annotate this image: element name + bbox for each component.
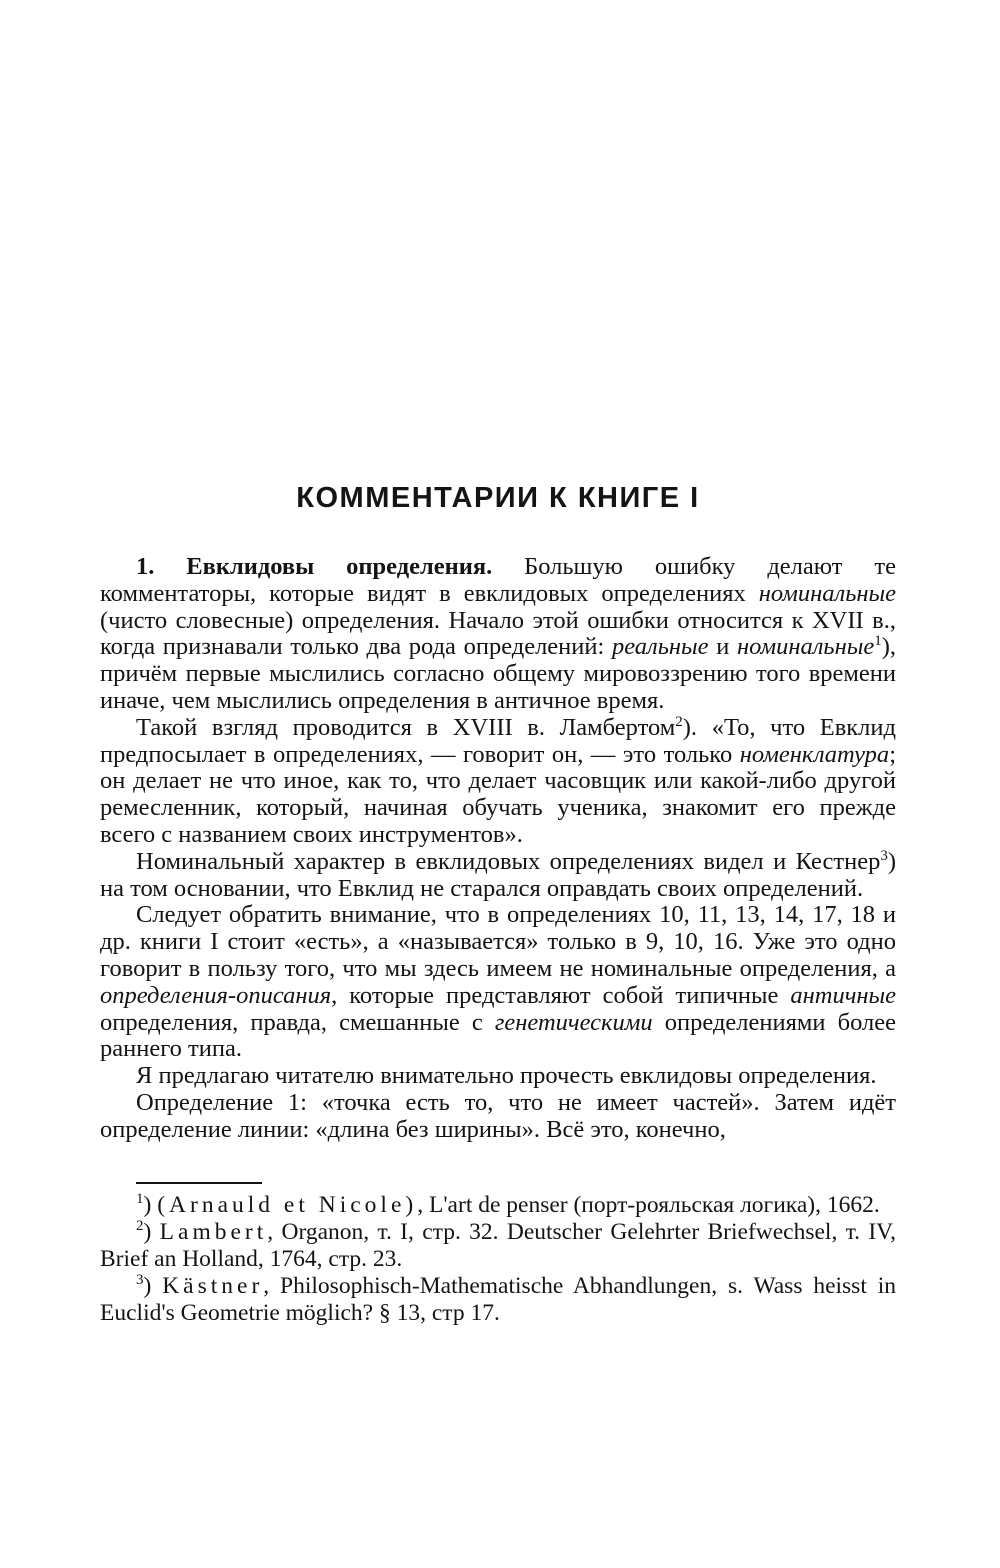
paragraph-2: Такой взгляд проводится в XVIII в. Ламбертом$^2$). «То, что Евклид предпосылает в определениях, — говорит он, — это только номенклатура; он делает не что иное, как то, что делает часовщик или какой-либо другой ремесленник, который, начиная обучать ученика, знакомит его прежде всего с названием своих инструментов».	[100, 713, 896, 848]
paragraph-4: Следует обратить внимание, что в определениях 10, 11, 13, 14, 17, 18 и др. книги I стоит «есть», а «называется» только в 9, 10, 16. Уже это одно говорит в пользу того, что мы здесь имеем не номинальные определения, а определения-описания, которые представляют собой типичные античные определения, правда, смешанные с генетическими определениями более раннего типа.	[100, 901, 896, 1063]
footnote-author: Kästner	[162, 1272, 264, 1299]
footnote-3: $^3$) Kästner, Philosophisch-Mathematische Abhandlungen, s. Wass heisst in Euclid's Geometrie möglich? § 13, стр 17.	[100, 1271, 897, 1326]
page-title: КОММЕНТАРИИ К КНИГЕ I	[296, 482, 700, 514]
section-heading: 1. Евклидовы определения.	[136, 553, 493, 580]
footnote-author: Lambert	[159, 1218, 268, 1245]
footnote-1: $^1$) (Arnauld et Nicole), L'art de penser (порт-рояльская логика), 1662.	[136, 1190, 880, 1218]
footnote-author: (Arnauld et Nicole)	[157, 1191, 418, 1218]
paragraph-5: Я предлагаю читателю внимательно прочесть евклидовы определения.	[136, 1062, 877, 1090]
footnote-mark: 2	[136, 1217, 144, 1234]
footnote-divider	[136, 1182, 262, 1184]
paragraph-3: Номинальный характер в евклидовых определениях видел и Кестнер$^3$) на том основании, что Евклид не старался оправдать своих определений.	[100, 847, 896, 902]
footnote-mark: 3	[136, 1271, 144, 1288]
footnote-mark: 1	[136, 1190, 144, 1207]
footnote-ref-1[interactable]: 1	[874, 633, 882, 650]
paragraph-6: Определение 1: «точка есть то, что не имеет частей». Затем идёт определение линии: «длина без ширины». Всё это, конечно,	[100, 1088, 896, 1143]
page-content	[100, 470, 896, 1327]
footnote-2: $^2$) Lambert, Organon, т. I, стр. 32. Deutscher Gelehrter Briefwechsel, т. IV, Brief an Holland, 1764, стр. 23.	[100, 1217, 897, 1272]
footnote-ref-2[interactable]: 2	[675, 713, 683, 730]
paragraph-1: 1. Евклидовы определения. Большую ошибку делают те комментаторы, которые видят в евклидовых определениях номинальные (чисто словесные) определения. Начало этой ошибки относится к XVII в., когда признавали только два рода определений: реальные и номинальные$^1$), причём первые мыслились согласно общему мировоззрению того времени иначе, чем мыслились определения в античное время.	[100, 553, 896, 714]
footnote-ref-3[interactable]: 3	[880, 847, 888, 864]
